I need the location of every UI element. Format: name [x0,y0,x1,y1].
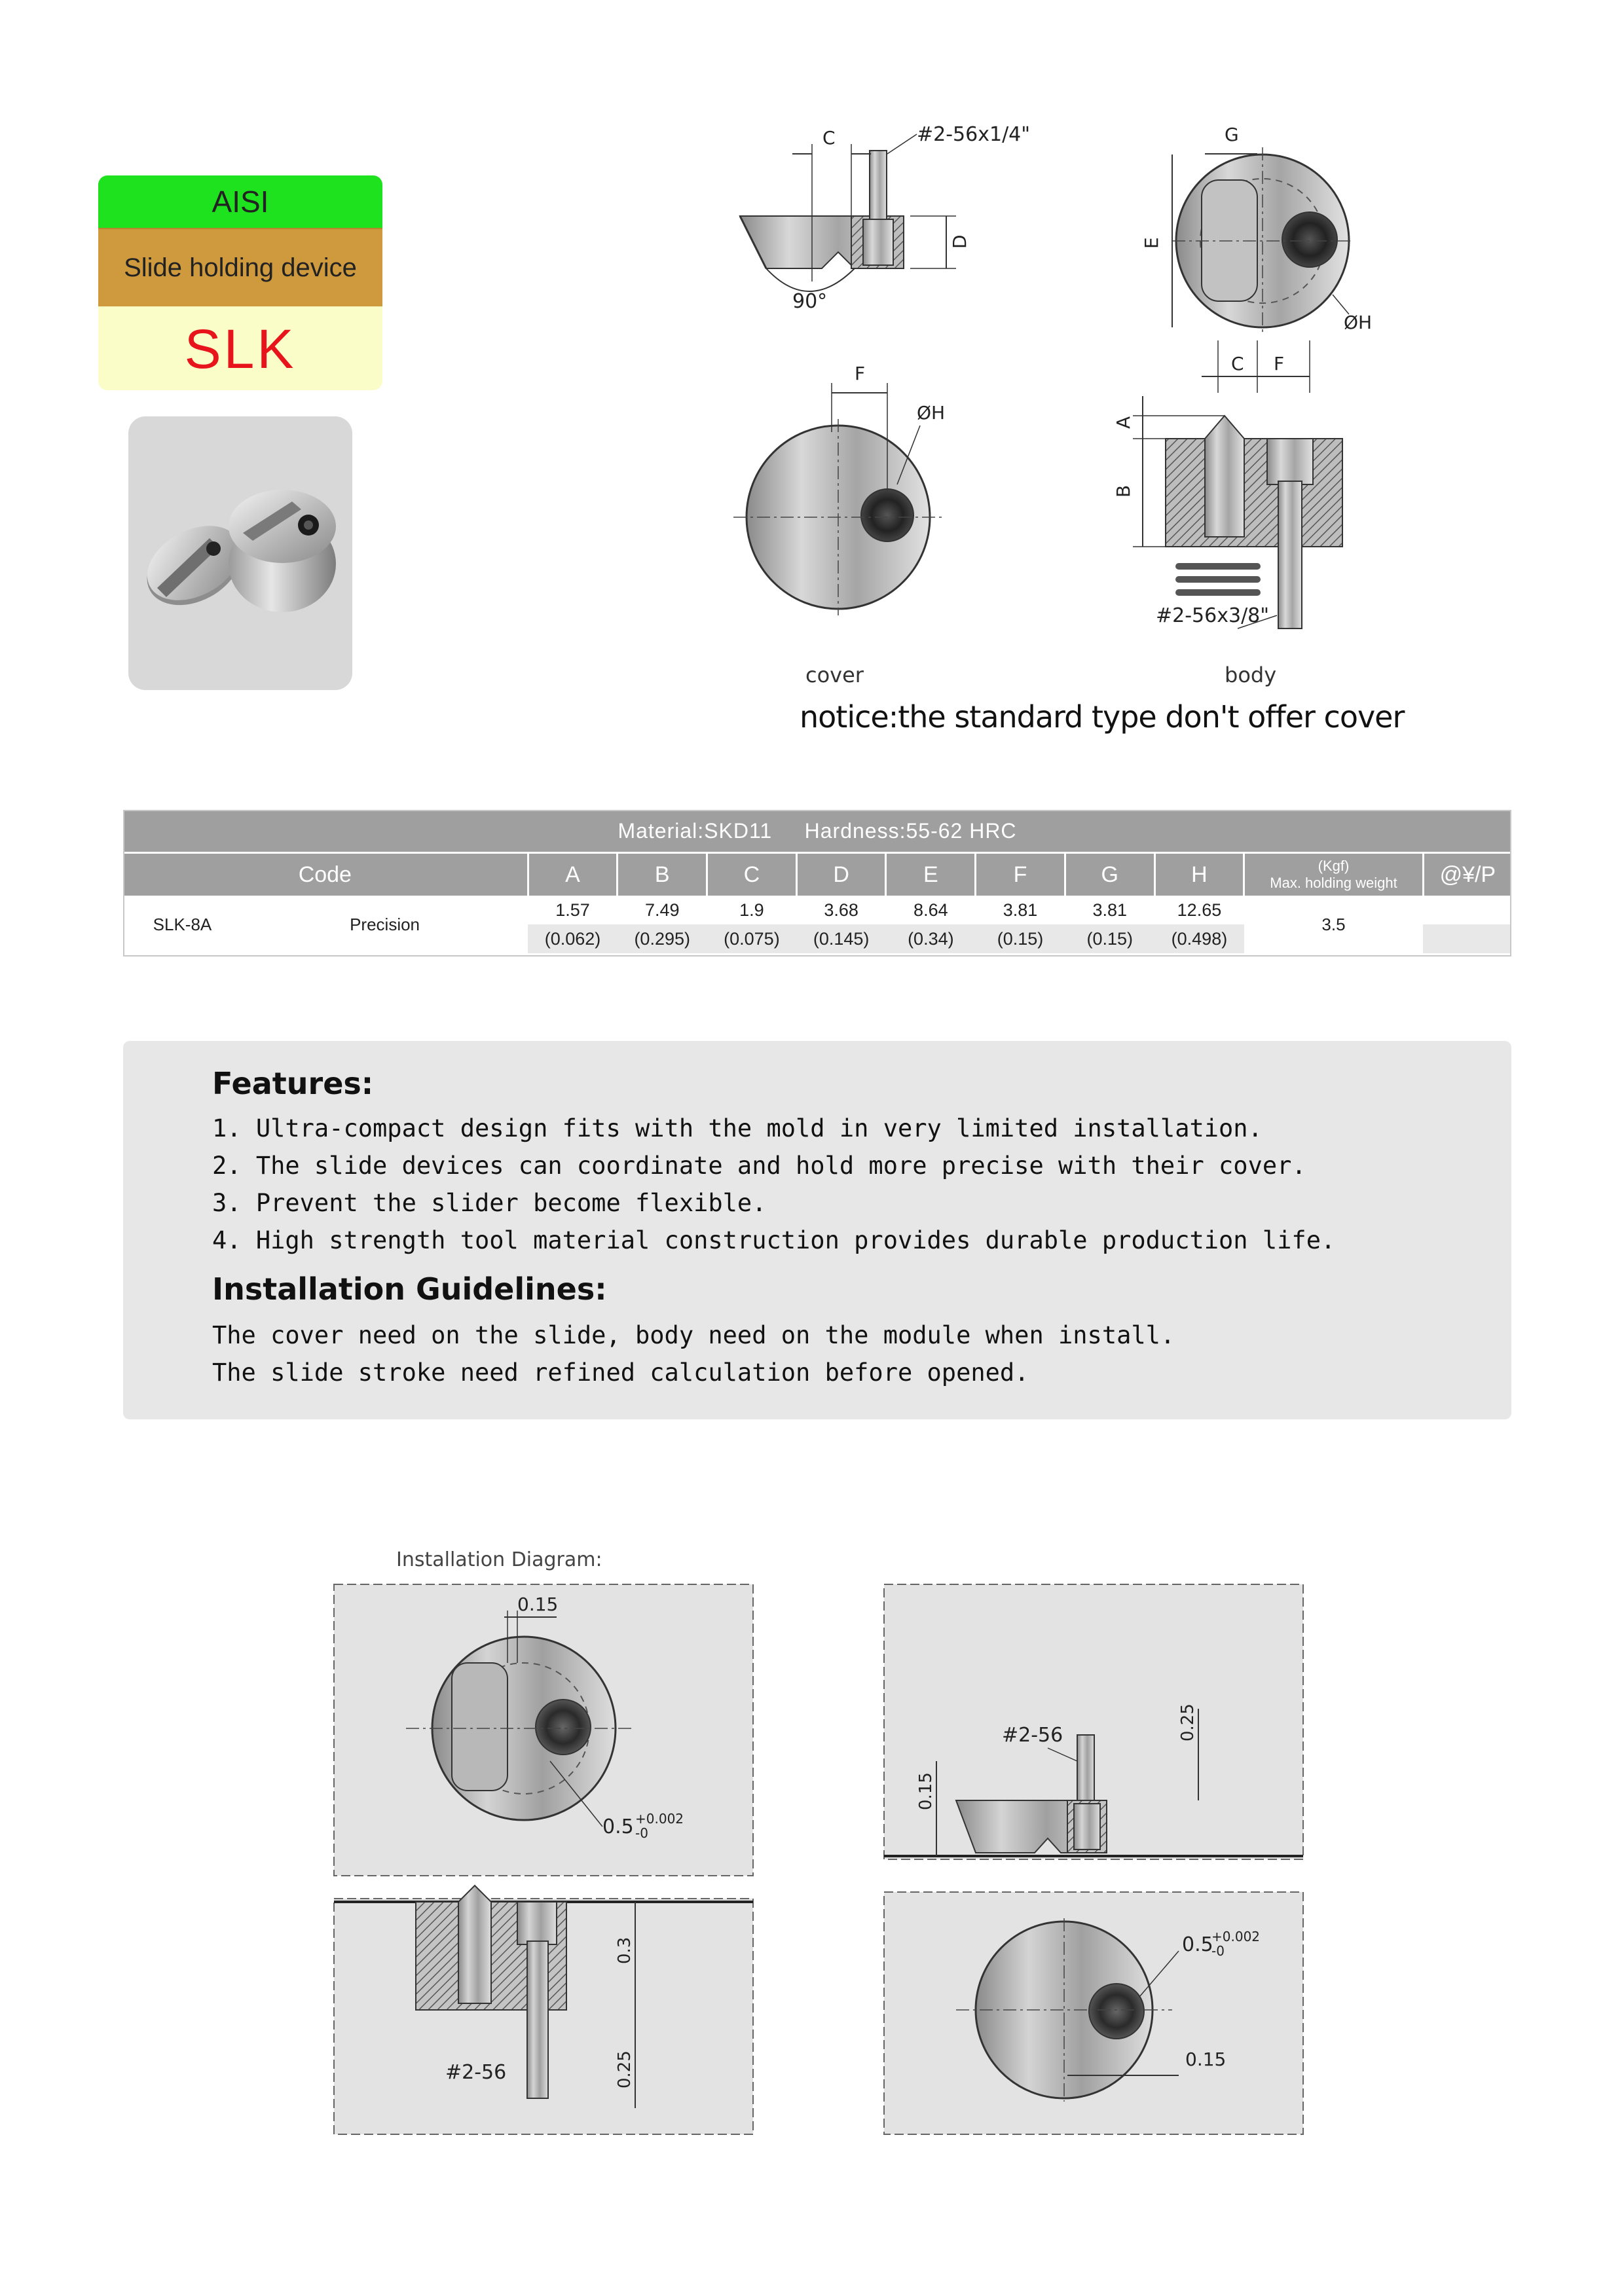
dim-a-label: A [1113,416,1134,429]
dim-c-label-2: C [1231,353,1244,374]
spec-table [123,810,1511,953]
dim-b-label: B [1113,484,1134,498]
install-item: The cover need on the slide, body need on the module when install. [212,1321,1175,1349]
cover-side-view [740,123,1030,313]
technical-drawing [720,118,1473,694]
install-panel-top-view [334,1584,753,1876]
body-section-view [1113,396,1342,629]
install-item: The slide stroke need refined calculation before opened. [212,1358,1029,1387]
standard-label: AISI [98,175,382,228]
tol-plus-bottom-label: +0.002 [1211,1929,1261,1944]
thread-bottom-label: #2-56x3/8" [1156,604,1270,627]
code-header: Code [123,853,528,896]
row-c-inch: (0.075) [707,924,797,953]
notice-text: notice:the standard type don't offer cover [800,699,1405,735]
col-g-header: G [1065,853,1154,896]
dim-f-label-2: F [1274,353,1285,374]
dim-03-label: 0.3 [615,1937,635,1964]
feature-item: 3. Prevent the slider become flexible. [212,1189,767,1217]
dim-c-label: C [822,127,836,149]
dim-h-label-bottom: ØH [917,402,946,424]
row-f-inch: (0.15) [976,924,1065,953]
row-e-mm: 8.64 [913,900,948,920]
features-title: Features: [212,1066,374,1101]
product-code-label: SLK [98,306,382,390]
row-code: SLK-8A [153,914,212,934]
dim-e-label: E [1141,237,1162,249]
body-top-view [1141,124,1372,393]
col-b-header: B [618,853,707,896]
feature-item: 1. Ultra-compact design fits with the mold in very limited installation. [212,1114,1263,1142]
body-caption: body [1225,663,1277,687]
row-price-cell [1423,924,1511,953]
material-banner: Material:SKD11 Hardness:55-62 HRC [123,810,1511,853]
install-panel-cover-side [884,1584,1303,1859]
tol-minus-label: -0 [635,1825,648,1841]
price-header: @¥/P [1423,853,1511,896]
cover-caption: cover [805,663,864,687]
tol-plus-label: +0.002 [635,1811,684,1827]
dim-015-bottom-label: 0.15 [1185,2049,1227,2070]
install-title: Installation Guidelines: [212,1271,607,1307]
technical-drawing-svg [720,118,1473,694]
installation-diagram [327,1545,1323,2147]
row-f-mm: 3.81 [1003,900,1038,920]
dim-025-side-label: 0.25 [1178,1704,1198,1741]
dim-05-label: 0.5 [602,1815,634,1838]
dim-g-label: G [1225,124,1239,145]
feature-item: 4. High strength tool material construction provides durable production life. [212,1226,1336,1254]
category-label: Slide holding device [98,228,382,306]
row-e-inch: (0.34) [886,924,976,953]
dim-015-side-label: 0.15 [916,1772,936,1810]
col-a-header: A [528,853,618,896]
col-f-header: F [976,853,1065,896]
weight-header [1244,853,1423,896]
install-panel-cover-bottom [884,1892,1303,2134]
row-grade: Precision [350,914,420,934]
product-photo [128,416,352,690]
dim-025-body-label: 0.25 [615,2050,635,2088]
thread-label-cover: #2-56 [1002,1724,1063,1747]
feature-item: 2. The slide devices can coordinate and hold more precise with their cover. [212,1152,1306,1180]
category-badge [98,175,382,390]
row-a-mm: 1.57 [555,900,590,920]
cover-bottom-view [733,363,945,615]
row-weight: 3.5 [1321,914,1346,934]
col-e-header: E [886,853,976,896]
dim-d-label: D [949,234,970,249]
features-box [123,1041,1511,1419]
row-price [1423,896,1511,924]
dim-h-label-top: ØH [1344,312,1373,333]
dim-05-bottom-label: 0.5 [1182,1933,1213,1956]
install-panel-body-section [334,1886,753,2134]
dim-f-label: F [855,363,866,384]
thread-label-body: #2-56 [445,2061,507,2084]
row-b-inch: (0.295) [618,924,707,953]
install-diagram-title: Installation Diagram: [396,1548,602,1571]
col-d-header: D [796,853,886,896]
row-h-mm: 12.65 [1177,900,1222,920]
row-g-mm: 3.81 [1092,900,1128,920]
col-h-header: H [1154,853,1244,896]
row-d-mm: 3.68 [824,900,858,920]
row-d-inch: (0.145) [796,924,886,953]
dim-015-label: 0.15 [517,1594,559,1615]
product-photo-image [128,416,352,690]
col-c-header: C [707,853,797,896]
row-a-inch: (0.062) [528,924,618,953]
weight-label: Max. holding weight [1270,875,1397,891]
thread-top-label: #2-56x1/4" [917,123,1031,146]
row-c-mm: 1.9 [739,900,764,920]
row-g-inch: (0.15) [1065,924,1154,953]
tol-minus-bottom-label: -0 [1211,1943,1225,1959]
row-b-mm: 7.49 [644,900,680,920]
installation-diagram-svg [327,1545,1323,2147]
row-h-inch: (0.498) [1154,924,1244,953]
weight-unit: (Kgf) [1318,858,1350,874]
angle-label: 90° [792,290,828,313]
